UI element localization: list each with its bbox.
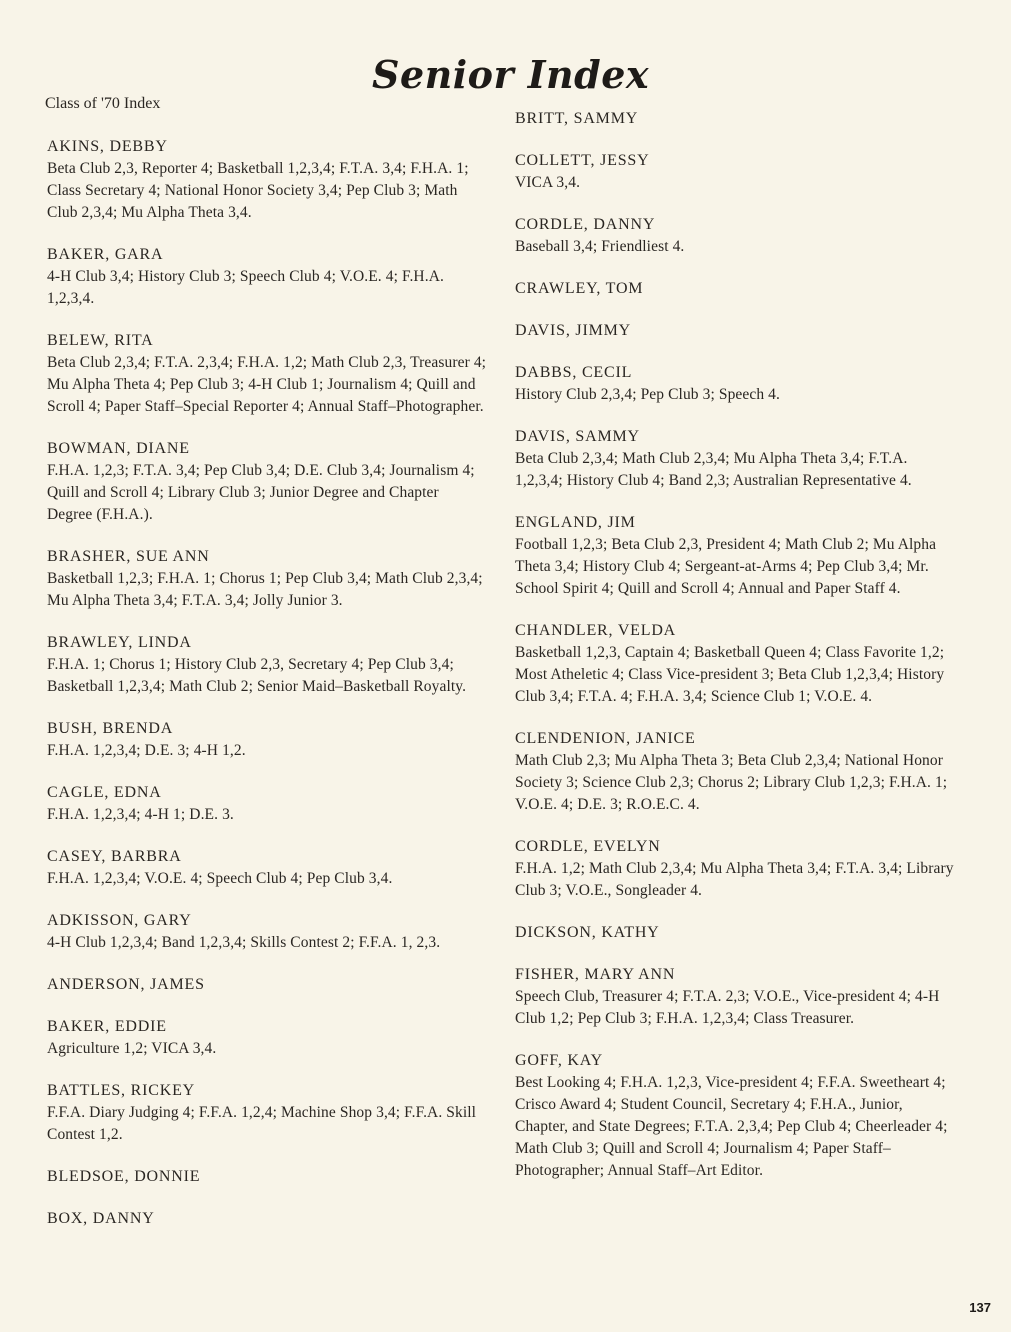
index-entry bbox=[47, 1016, 487, 1060]
student-name: DABBS, CECIL bbox=[515, 364, 633, 381]
index-entry bbox=[47, 330, 487, 418]
index-entry bbox=[47, 1080, 487, 1146]
student-activities: F.H.A. 1,2,3,4; V.O.E. 4; Speech Club 4; Pep Club 3,4. bbox=[47, 870, 393, 887]
student-name: BRASHER, SUE ANN bbox=[47, 548, 210, 565]
index-entry bbox=[515, 512, 955, 600]
student-name: BELEW, RITA bbox=[47, 332, 154, 349]
student-name: CRAWLEY, TOM bbox=[515, 280, 644, 297]
student-activities: F.H.A. 1; Chorus 1; History Club 2,3, Secretary 4; Pep Club 3,4; Basketball 1,2,3,4; Math Club 2; Senior Maid–Basketball Royalty. bbox=[47, 656, 467, 695]
student-activities: F.H.A. 1,2,3,4; 4-H 1; D.E. 3. bbox=[47, 806, 234, 823]
student-name: GOFF, KAY bbox=[515, 1052, 604, 1069]
left-column bbox=[47, 136, 487, 1250]
student-name: CASEY, BARBRA bbox=[47, 848, 182, 865]
student-activities: Baseball 3,4; Friendliest 4. bbox=[515, 238, 685, 255]
index-entry bbox=[515, 728, 955, 816]
index-entry bbox=[515, 278, 955, 300]
student-name: DICKSON, KATHY bbox=[515, 924, 660, 941]
student-activities: Beta Club 2,3, Reporter 4; Basketball 1,2,3,4; F.T.A. 3,4; F.H.A. 1; Class Secretary 4; National Honor Society 3,4; Pep Club 3; Math Club 2,3,4; Mu Alpha Theta 3,4. bbox=[47, 160, 469, 221]
page-number: 137 bbox=[969, 1300, 991, 1315]
student-activities: 4-H Club 1,2,3,4; Band 1,2,3,4; Skills Contest 2; F.F.A. 1, 2,3. bbox=[47, 934, 441, 951]
student-name: CORDLE, EVELYN bbox=[515, 838, 661, 855]
student-name: DAVIS, JIMMY bbox=[515, 322, 631, 339]
student-activities: 4-H Club 3,4; History Club 3; Speech Club 4; V.O.E. 4; F.H.A. 1,2,3,4. bbox=[47, 268, 444, 307]
index-entry bbox=[47, 974, 487, 996]
student-activities: Best Looking 4; F.H.A. 1,2,3, Vice-president 4; F.F.A. Sweetheart 4; Crisco Award 4; Student Council, Secretary 4; F.H.A., Junior, Chapter, and State Degrees; F.T.A. 2,3,4; Pep Club 4; Cheerleader 4; Math Club 3; Quill and Scroll 4; Journalism 4; Paper Staff–Photographer; Annual Staff–Art Editor. bbox=[515, 1074, 948, 1179]
student-name: ENGLAND, JIM bbox=[515, 514, 636, 531]
student-activities: Basketball 1,2,3; F.H.A. 1; Chorus 1; Pep Club 3,4; Math Club 2,3,4; Mu Alpha Theta 3,4; F.T.A. 3,4; Jolly Junior 3. bbox=[47, 570, 483, 609]
student-name: BAKER, GARA bbox=[47, 246, 164, 263]
student-name: BAKER, EDDIE bbox=[47, 1018, 167, 1035]
index-entry bbox=[515, 362, 955, 406]
student-name: CLENDENION, JANICE bbox=[515, 730, 696, 747]
index-entry bbox=[47, 910, 487, 954]
student-activities: Football 1,2,3; Beta Club 2,3, President 4; Math Club 2; Mu Alpha Theta 3,4; History Club 4; Sergeant-at-Arms 4; Pep Club 3,4; Mr. School Spirit 4; Quill and Scroll 4; Annual and Paper Staff 4. bbox=[515, 536, 937, 597]
student-activities: F.H.A. 1,2,3; F.T.A. 3,4; Pep Club 3,4; D.E. Club 3,4; Journalism 4; Quill and Scroll 4; Library Club 3; Junior Degree and Chapter Degree (F.H.A.). bbox=[47, 462, 475, 523]
index-entry bbox=[47, 632, 487, 698]
student-name: ADKISSON, GARY bbox=[47, 912, 192, 929]
index-entry bbox=[47, 1166, 487, 1188]
student-activities: Beta Club 2,3,4; F.T.A. 2,3,4; F.H.A. 1,2; Math Club 2,3, Treasurer 4; Mu Alpha Theta 4; Pep Club 3; 4-H Club 1; Journalism 4; Quill and Scroll 4; Paper Staff–Special Reporter 4; Annual Staff–Photographer. bbox=[47, 354, 487, 415]
index-entry bbox=[515, 320, 955, 342]
right-column bbox=[515, 108, 955, 1202]
index-entry bbox=[515, 108, 955, 130]
index-entry bbox=[515, 836, 955, 902]
index-entry bbox=[515, 922, 955, 944]
student-name: BOWMAN, DIANE bbox=[47, 440, 190, 457]
student-name: BATTLES, RICKEY bbox=[47, 1082, 195, 1099]
student-name: BLEDSOE, DONNIE bbox=[47, 1168, 201, 1185]
index-entry bbox=[47, 718, 487, 762]
student-activities: F.H.A. 1,2,3,4; D.E. 3; 4-H 1,2. bbox=[47, 742, 246, 759]
index-subtitle: Class of '70 Index bbox=[45, 95, 161, 112]
student-activities: Basketball 1,2,3, Captain 4; Basketball Queen 4; Class Favorite 1,2; Most Atheletic 4; Class Vice-president 3; Beta Club 1,2,3,4; History Club 3,4; F.T.A. 4; F.H.A. 3,4; Science Club 1; V.O.E. 4. bbox=[515, 644, 945, 705]
student-name: CORDLE, DANNY bbox=[515, 216, 656, 233]
index-entry bbox=[515, 964, 955, 1030]
index-entry bbox=[515, 150, 955, 194]
index-entry bbox=[47, 546, 487, 612]
student-activities: Beta Club 2,3,4; Math Club 2,3,4; Mu Alpha Theta 3,4; F.T.A. 1,2,3,4; History Club 4; Band 2,3; Australian Representative 4. bbox=[515, 450, 912, 489]
index-entry bbox=[47, 136, 487, 224]
student-name: BRITT, SAMMY bbox=[515, 110, 639, 127]
student-name: ANDERSON, JAMES bbox=[47, 976, 205, 993]
student-name: BRAWLEY, LINDA bbox=[47, 634, 192, 651]
page-title: Senior Index bbox=[372, 52, 650, 97]
index-entry bbox=[47, 438, 487, 526]
index-entry bbox=[47, 782, 487, 826]
student-name: DAVIS, SAMMY bbox=[515, 428, 640, 445]
student-activities: History Club 2,3,4; Pep Club 3; Speech 4. bbox=[515, 386, 781, 403]
student-activities: F.H.A. 1,2; Math Club 2,3,4; Mu Alpha Theta 3,4; F.T.A. 3,4; Library Club 3; V.O.E., Songleader 4. bbox=[515, 860, 954, 899]
student-activities: Speech Club, Treasurer 4; F.T.A. 2,3; V.O.E., Vice-president 4; 4-H Club 1,2; Pep Club 3; F.H.A. 1,2,3,4; Class Treasurer. bbox=[515, 988, 940, 1027]
index-entry bbox=[47, 846, 487, 890]
student-activities: Math Club 2,3; Mu Alpha Theta 3; Beta Club 2,3,4; National Honor Society 3; Science Club 2,3; Chorus 2; Library Club 1,2,3; F.H.A. 1; V.O.E. 4; D.E. 3; R.O.E.C. 4. bbox=[515, 752, 948, 813]
student-name: BUSH, BRENDA bbox=[47, 720, 174, 737]
student-name: FISHER, MARY ANN bbox=[515, 966, 676, 983]
index-entry bbox=[515, 620, 955, 708]
index-entry bbox=[47, 1208, 487, 1230]
student-name: COLLETT, JESSY bbox=[515, 152, 650, 169]
index-entry bbox=[515, 1050, 955, 1182]
index-entry bbox=[47, 244, 487, 310]
student-name: AKINS, DEBBY bbox=[47, 138, 168, 155]
index-entry bbox=[515, 426, 955, 492]
student-activities: VICA 3,4. bbox=[515, 174, 581, 191]
student-name: CAGLE, EDNA bbox=[47, 784, 162, 801]
student-activities: Agriculture 1,2; VICA 3,4. bbox=[47, 1040, 217, 1057]
index-entry bbox=[515, 214, 955, 258]
student-name: BOX, DANNY bbox=[47, 1210, 155, 1227]
student-name: CHANDLER, VELDA bbox=[515, 622, 677, 639]
student-activities: F.F.A. Diary Judging 4; F.F.A. 1,2,4; Machine Shop 3,4; F.F.A. Skill Contest 1,2. bbox=[47, 1104, 477, 1143]
